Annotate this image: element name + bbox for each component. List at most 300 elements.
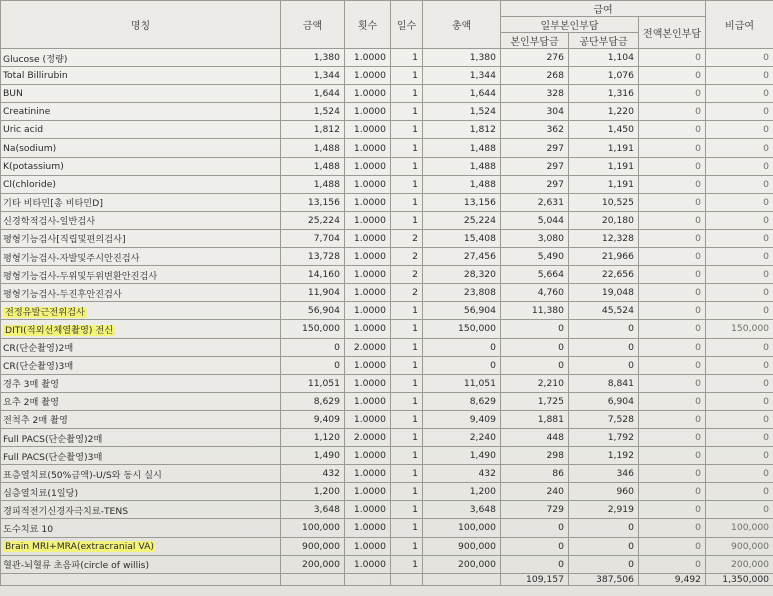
full-self-cell: 0 bbox=[639, 374, 706, 392]
full-self-cell: 0 bbox=[639, 537, 706, 555]
self-pay-cell: 0 bbox=[501, 555, 569, 573]
header-partial: 일부본인부담 bbox=[501, 17, 639, 33]
total-cell: 1,524 bbox=[423, 103, 501, 121]
times-cell: 1.0000 bbox=[345, 501, 391, 519]
total-cell: 1,490 bbox=[423, 447, 501, 465]
name-cell bbox=[1, 157, 281, 175]
name-cell bbox=[1, 483, 281, 501]
table-row bbox=[1, 555, 773, 573]
times-cell: 1.0000 bbox=[345, 320, 391, 338]
amount-cell: 13,156 bbox=[281, 193, 345, 211]
item-name: 평형기능검사[직립및편의검사] bbox=[3, 234, 126, 246]
item-name: Glucose (정량) bbox=[3, 53, 68, 65]
total-empty-cell bbox=[345, 573, 391, 585]
item-name: K(potassium) bbox=[3, 160, 64, 172]
total-cell: 13,156 bbox=[423, 193, 501, 211]
name-cell bbox=[1, 392, 281, 410]
item-name: 평형기능검사-자발및주시안진검사 bbox=[3, 252, 140, 264]
item-name: CR(단순촬영)3매 bbox=[3, 361, 74, 373]
non-insured-cell: 100,000 bbox=[706, 519, 773, 537]
full-self-cell: 0 bbox=[639, 465, 706, 483]
non-insured-cell: 0 bbox=[706, 49, 773, 67]
total-cell: 11,051 bbox=[423, 374, 501, 392]
non-insured-cell: 0 bbox=[706, 465, 773, 483]
full-self-cell: 0 bbox=[639, 483, 706, 501]
full-self-cell: 0 bbox=[639, 356, 706, 374]
days-cell: 1 bbox=[391, 537, 423, 555]
item-name: 표층열치료(50%금액)-U/S와 동시 실시 bbox=[3, 469, 162, 481]
times-cell: 1.0000 bbox=[345, 139, 391, 157]
amount-cell: 1,488 bbox=[281, 175, 345, 193]
total-cell: 1,644 bbox=[423, 85, 501, 103]
header-days: 일수 bbox=[391, 1, 423, 49]
amount-cell: 1,488 bbox=[281, 139, 345, 157]
times-cell: 1.0000 bbox=[345, 284, 391, 302]
total-cell: 0 bbox=[423, 356, 501, 374]
amount-cell: 1,488 bbox=[281, 157, 345, 175]
item-name: 기타 비타민[총 비타민D] bbox=[3, 198, 103, 210]
table-body bbox=[1, 49, 773, 586]
full-self-cell: 0 bbox=[639, 211, 706, 229]
public-pay-cell: 0 bbox=[569, 320, 639, 338]
public-pay-cell: 1,104 bbox=[569, 49, 639, 67]
item-name: Creatinine bbox=[3, 106, 51, 118]
table-row bbox=[1, 483, 773, 501]
total-empty-cell bbox=[1, 573, 281, 585]
amount-cell: 150,000 bbox=[281, 320, 345, 338]
table-row bbox=[1, 447, 773, 465]
times-cell: 1.0000 bbox=[345, 356, 391, 374]
non-insured-cell: 0 bbox=[706, 229, 773, 247]
amount-cell: 1,812 bbox=[281, 121, 345, 139]
table-row bbox=[1, 229, 773, 247]
item-name: 요추 2매 촬영 bbox=[3, 397, 60, 409]
non-insured-cell: 0 bbox=[706, 302, 773, 320]
times-cell: 1.0000 bbox=[345, 392, 391, 410]
total-cell: 9,409 bbox=[423, 410, 501, 428]
table-row bbox=[1, 266, 773, 284]
totals-row bbox=[1, 573, 773, 585]
item-name: 경추 3매 촬영 bbox=[3, 379, 60, 391]
non-insured-cell: 0 bbox=[706, 175, 773, 193]
table-row bbox=[1, 392, 773, 410]
name-cell bbox=[1, 85, 281, 103]
self-pay-cell: 276 bbox=[501, 49, 569, 67]
name-cell bbox=[1, 266, 281, 284]
non-insured-cell: 0 bbox=[706, 428, 773, 446]
times-cell: 1.0000 bbox=[345, 85, 391, 103]
name-cell bbox=[1, 374, 281, 392]
non-insured-cell: 900,000 bbox=[706, 537, 773, 555]
public-pay-cell: 12,328 bbox=[569, 229, 639, 247]
name-cell bbox=[1, 49, 281, 67]
days-cell: 1 bbox=[391, 410, 423, 428]
highlighted-item-name: 전정유발근전위검사 bbox=[5, 306, 85, 318]
public-pay-cell: 45,524 bbox=[569, 302, 639, 320]
public-pay-cell: 7,528 bbox=[569, 410, 639, 428]
times-cell: 2.0000 bbox=[345, 338, 391, 356]
days-cell: 1 bbox=[391, 139, 423, 157]
total-cell: 3,648 bbox=[423, 501, 501, 519]
days-cell: 1 bbox=[391, 519, 423, 537]
item-name: 평형기능검사-두진후안진검사 bbox=[3, 288, 122, 300]
non-insured-cell: 0 bbox=[706, 338, 773, 356]
table-header bbox=[1, 1, 773, 49]
total-public-cell: 387,506 bbox=[569, 573, 639, 585]
public-pay-cell: 10,525 bbox=[569, 193, 639, 211]
name-cell bbox=[1, 519, 281, 537]
total-cell: 23,808 bbox=[423, 284, 501, 302]
name-cell bbox=[1, 320, 281, 338]
full-self-cell: 0 bbox=[639, 392, 706, 410]
amount-cell: 56,904 bbox=[281, 302, 345, 320]
amount-cell: 100,000 bbox=[281, 519, 345, 537]
amount-cell: 432 bbox=[281, 465, 345, 483]
name-cell bbox=[1, 537, 281, 555]
full-self-cell: 0 bbox=[639, 229, 706, 247]
days-cell: 1 bbox=[391, 428, 423, 446]
table-row bbox=[1, 248, 773, 266]
self-pay-cell: 297 bbox=[501, 175, 569, 193]
total-cell: 56,904 bbox=[423, 302, 501, 320]
non-insured-cell: 0 bbox=[706, 121, 773, 139]
self-pay-cell: 362 bbox=[501, 121, 569, 139]
times-cell: 1.0000 bbox=[345, 410, 391, 428]
name-cell bbox=[1, 338, 281, 356]
table-row bbox=[1, 121, 773, 139]
amount-cell: 25,224 bbox=[281, 211, 345, 229]
total-cell: 2,240 bbox=[423, 428, 501, 446]
non-insured-cell: 200,000 bbox=[706, 555, 773, 573]
table-row bbox=[1, 284, 773, 302]
full-self-cell: 0 bbox=[639, 139, 706, 157]
table-row bbox=[1, 49, 773, 67]
item-name: 심층열치료(1일당) bbox=[3, 487, 79, 499]
amount-cell: 14,160 bbox=[281, 266, 345, 284]
name-cell bbox=[1, 501, 281, 519]
days-cell: 1 bbox=[391, 302, 423, 320]
total-self-cell: 109,157 bbox=[501, 573, 569, 585]
name-cell bbox=[1, 284, 281, 302]
non-insured-cell: 0 bbox=[706, 356, 773, 374]
full-self-cell: 0 bbox=[639, 447, 706, 465]
table-row bbox=[1, 211, 773, 229]
table-row bbox=[1, 410, 773, 428]
name-cell bbox=[1, 248, 281, 266]
full-self-cell: 0 bbox=[639, 555, 706, 573]
non-insured-cell: 0 bbox=[706, 211, 773, 229]
full-self-cell: 0 bbox=[639, 302, 706, 320]
public-pay-cell: 1,076 bbox=[569, 67, 639, 85]
table-row bbox=[1, 338, 773, 356]
public-pay-cell: 1,191 bbox=[569, 139, 639, 157]
amount-cell: 9,409 bbox=[281, 410, 345, 428]
non-insured-cell: 0 bbox=[706, 374, 773, 392]
name-cell bbox=[1, 428, 281, 446]
public-pay-cell: 1,792 bbox=[569, 428, 639, 446]
times-cell: 1.0000 bbox=[345, 67, 391, 85]
total-cell: 900,000 bbox=[423, 537, 501, 555]
table-row bbox=[1, 175, 773, 193]
total-cell: 200,000 bbox=[423, 555, 501, 573]
item-name: 전척추 2매 촬영 bbox=[3, 415, 68, 427]
public-pay-cell: 0 bbox=[569, 338, 639, 356]
times-cell: 1.0000 bbox=[345, 193, 391, 211]
self-pay-cell: 328 bbox=[501, 85, 569, 103]
item-name: BUN bbox=[3, 88, 23, 100]
self-pay-cell: 0 bbox=[501, 356, 569, 374]
days-cell: 1 bbox=[391, 211, 423, 229]
non-insured-cell: 0 bbox=[706, 85, 773, 103]
header-amount: 금액 bbox=[281, 1, 345, 49]
item-name: Cl(chloride) bbox=[3, 178, 56, 190]
item-name: 신경학적검사-일반검사 bbox=[3, 216, 96, 228]
public-pay-cell: 20,180 bbox=[569, 211, 639, 229]
public-pay-cell: 0 bbox=[569, 555, 639, 573]
header-non-insured: 비급여 bbox=[706, 1, 773, 49]
non-insured-cell: 0 bbox=[706, 483, 773, 501]
total-cell: 1,812 bbox=[423, 121, 501, 139]
amount-cell: 11,904 bbox=[281, 284, 345, 302]
self-pay-cell: 5,490 bbox=[501, 248, 569, 266]
full-self-cell: 0 bbox=[639, 157, 706, 175]
self-pay-cell: 729 bbox=[501, 501, 569, 519]
full-self-cell: 0 bbox=[639, 428, 706, 446]
item-name: Full PACS(단순촬영)3매 bbox=[3, 451, 103, 463]
times-cell: 1.0000 bbox=[345, 157, 391, 175]
public-pay-cell: 346 bbox=[569, 465, 639, 483]
full-self-cell: 0 bbox=[639, 49, 706, 67]
item-name: 도수치료 10 bbox=[3, 523, 54, 535]
total-cell: 1,488 bbox=[423, 139, 501, 157]
non-insured-cell: 0 bbox=[706, 103, 773, 121]
amount-cell: 8,629 bbox=[281, 392, 345, 410]
total-empty-cell bbox=[281, 573, 345, 585]
days-cell: 1 bbox=[391, 392, 423, 410]
days-cell: 1 bbox=[391, 338, 423, 356]
table-row bbox=[1, 139, 773, 157]
total-cell: 100,000 bbox=[423, 519, 501, 537]
times-cell: 1.0000 bbox=[345, 103, 391, 121]
header-self: 본인부담금 bbox=[501, 33, 569, 49]
header-name: 명칭 bbox=[1, 1, 281, 49]
total-cell: 150,000 bbox=[423, 320, 501, 338]
days-cell: 1 bbox=[391, 85, 423, 103]
total-empty-cell bbox=[391, 573, 423, 585]
self-pay-cell: 297 bbox=[501, 157, 569, 175]
days-cell: 1 bbox=[391, 356, 423, 374]
name-cell bbox=[1, 410, 281, 428]
header-total: 총액 bbox=[423, 1, 501, 49]
name-cell bbox=[1, 139, 281, 157]
name-cell bbox=[1, 302, 281, 320]
days-cell: 2 bbox=[391, 284, 423, 302]
times-cell: 1.0000 bbox=[345, 483, 391, 501]
amount-cell: 0 bbox=[281, 356, 345, 374]
self-pay-cell: 5,664 bbox=[501, 266, 569, 284]
self-pay-cell: 3,080 bbox=[501, 229, 569, 247]
days-cell: 1 bbox=[391, 501, 423, 519]
amount-cell: 7,704 bbox=[281, 229, 345, 247]
header-times: 횟수 bbox=[345, 1, 391, 49]
public-pay-cell: 1,192 bbox=[569, 447, 639, 465]
days-cell: 2 bbox=[391, 229, 423, 247]
amount-cell: 11,051 bbox=[281, 374, 345, 392]
total-cell: 27,456 bbox=[423, 248, 501, 266]
self-pay-cell: 297 bbox=[501, 139, 569, 157]
amount-cell: 1,120 bbox=[281, 428, 345, 446]
days-cell: 1 bbox=[391, 103, 423, 121]
item-name: Total Billirubin bbox=[3, 70, 68, 82]
total-cell: 8,629 bbox=[423, 392, 501, 410]
name-cell bbox=[1, 356, 281, 374]
public-pay-cell: 0 bbox=[569, 356, 639, 374]
self-pay-cell: 5,044 bbox=[501, 211, 569, 229]
days-cell: 1 bbox=[391, 483, 423, 501]
full-self-cell: 0 bbox=[639, 501, 706, 519]
public-pay-cell: 6,904 bbox=[569, 392, 639, 410]
total-cell: 0 bbox=[423, 338, 501, 356]
full-self-cell: 0 bbox=[639, 320, 706, 338]
table-row bbox=[1, 374, 773, 392]
name-cell bbox=[1, 555, 281, 573]
public-pay-cell: 1,316 bbox=[569, 85, 639, 103]
total-cell: 1,344 bbox=[423, 67, 501, 85]
total-cell: 1,488 bbox=[423, 157, 501, 175]
name-cell bbox=[1, 211, 281, 229]
public-pay-cell: 0 bbox=[569, 519, 639, 537]
name-cell bbox=[1, 103, 281, 121]
total-cell: 15,408 bbox=[423, 229, 501, 247]
non-insured-cell: 0 bbox=[706, 501, 773, 519]
self-pay-cell: 0 bbox=[501, 537, 569, 555]
amount-cell: 1,490 bbox=[281, 447, 345, 465]
days-cell: 1 bbox=[391, 320, 423, 338]
self-pay-cell: 304 bbox=[501, 103, 569, 121]
times-cell: 1.0000 bbox=[345, 211, 391, 229]
days-cell: 1 bbox=[391, 555, 423, 573]
item-name: 평형기능검사-두위및두위변환안진검사 bbox=[3, 270, 158, 282]
full-self-cell: 0 bbox=[639, 85, 706, 103]
highlighted-item-name: Brain MRI+MRA(extracranial VA) bbox=[5, 540, 154, 552]
total-cell: 432 bbox=[423, 465, 501, 483]
amount-cell: 13,728 bbox=[281, 248, 345, 266]
times-cell: 2.0000 bbox=[345, 428, 391, 446]
full-self-cell: 0 bbox=[639, 410, 706, 428]
item-name: 혈관-뇌혈류 초음파(circle of willis) bbox=[3, 560, 150, 572]
amount-cell: 3,648 bbox=[281, 501, 345, 519]
full-self-cell: 0 bbox=[639, 67, 706, 85]
self-pay-cell: 0 bbox=[501, 519, 569, 537]
times-cell: 1.0000 bbox=[345, 229, 391, 247]
name-cell bbox=[1, 121, 281, 139]
total-cell: 25,224 bbox=[423, 211, 501, 229]
public-pay-cell: 2,919 bbox=[569, 501, 639, 519]
self-pay-cell: 448 bbox=[501, 428, 569, 446]
non-insured-cell: 0 bbox=[706, 410, 773, 428]
public-pay-cell: 1,220 bbox=[569, 103, 639, 121]
days-cell: 1 bbox=[391, 374, 423, 392]
table-row bbox=[1, 428, 773, 446]
table-row bbox=[1, 501, 773, 519]
self-pay-cell: 240 bbox=[501, 483, 569, 501]
days-cell: 1 bbox=[391, 193, 423, 211]
total-cell: 1,380 bbox=[423, 49, 501, 67]
public-pay-cell: 960 bbox=[569, 483, 639, 501]
non-insured-cell: 0 bbox=[706, 157, 773, 175]
full-self-cell: 0 bbox=[639, 193, 706, 211]
name-cell bbox=[1, 465, 281, 483]
days-cell: 1 bbox=[391, 49, 423, 67]
highlighted-item-name: DITI(적외선체열촬영) 전신 bbox=[5, 324, 114, 336]
full-self-cell: 0 bbox=[639, 248, 706, 266]
full-self-cell: 0 bbox=[639, 266, 706, 284]
full-self-cell: 0 bbox=[639, 338, 706, 356]
non-insured-cell: 0 bbox=[706, 284, 773, 302]
self-pay-cell: 268 bbox=[501, 67, 569, 85]
public-pay-cell: 21,966 bbox=[569, 248, 639, 266]
non-insured-cell: 150,000 bbox=[706, 320, 773, 338]
table-row bbox=[1, 537, 773, 555]
item-name: Na(sodium) bbox=[3, 142, 57, 154]
header-insured: 급여 bbox=[501, 1, 706, 17]
table-row bbox=[1, 320, 773, 338]
self-pay-cell: 0 bbox=[501, 338, 569, 356]
self-pay-cell: 1,881 bbox=[501, 410, 569, 428]
self-pay-cell: 2,210 bbox=[501, 374, 569, 392]
public-pay-cell: 1,450 bbox=[569, 121, 639, 139]
item-name: Full PACS(단순촬영)2매 bbox=[3, 433, 103, 445]
amount-cell: 0 bbox=[281, 338, 345, 356]
public-pay-cell: 19,048 bbox=[569, 284, 639, 302]
public-pay-cell: 1,191 bbox=[569, 175, 639, 193]
times-cell: 1.0000 bbox=[345, 175, 391, 193]
times-cell: 1.0000 bbox=[345, 465, 391, 483]
times-cell: 1.0000 bbox=[345, 302, 391, 320]
times-cell: 1.0000 bbox=[345, 266, 391, 284]
times-cell: 1.0000 bbox=[345, 537, 391, 555]
table-row bbox=[1, 519, 773, 537]
item-name: CR(단순촬영)2매 bbox=[3, 343, 74, 355]
times-cell: 1.0000 bbox=[345, 248, 391, 266]
non-insured-cell: 0 bbox=[706, 266, 773, 284]
days-cell: 2 bbox=[391, 248, 423, 266]
days-cell: 1 bbox=[391, 175, 423, 193]
amount-cell: 200,000 bbox=[281, 555, 345, 573]
full-self-cell: 0 bbox=[639, 103, 706, 121]
table-row bbox=[1, 193, 773, 211]
times-cell: 1.0000 bbox=[345, 121, 391, 139]
self-pay-cell: 11,380 bbox=[501, 302, 569, 320]
self-pay-cell: 2,631 bbox=[501, 193, 569, 211]
header-full-self: 전액본인부담 bbox=[639, 17, 706, 49]
total-full-cell: 9,492 bbox=[639, 573, 706, 585]
full-self-cell: 0 bbox=[639, 175, 706, 193]
non-insured-cell: 0 bbox=[706, 193, 773, 211]
non-insured-cell: 0 bbox=[706, 392, 773, 410]
name-cell bbox=[1, 175, 281, 193]
amount-cell: 1,644 bbox=[281, 85, 345, 103]
total-cell: 1,488 bbox=[423, 175, 501, 193]
public-pay-cell: 8,841 bbox=[569, 374, 639, 392]
total-cell: 28,320 bbox=[423, 266, 501, 284]
header-public: 공단부담금 bbox=[569, 33, 639, 49]
times-cell: 1.0000 bbox=[345, 447, 391, 465]
self-pay-cell: 86 bbox=[501, 465, 569, 483]
days-cell: 1 bbox=[391, 121, 423, 139]
times-cell: 1.0000 bbox=[345, 519, 391, 537]
name-cell bbox=[1, 447, 281, 465]
